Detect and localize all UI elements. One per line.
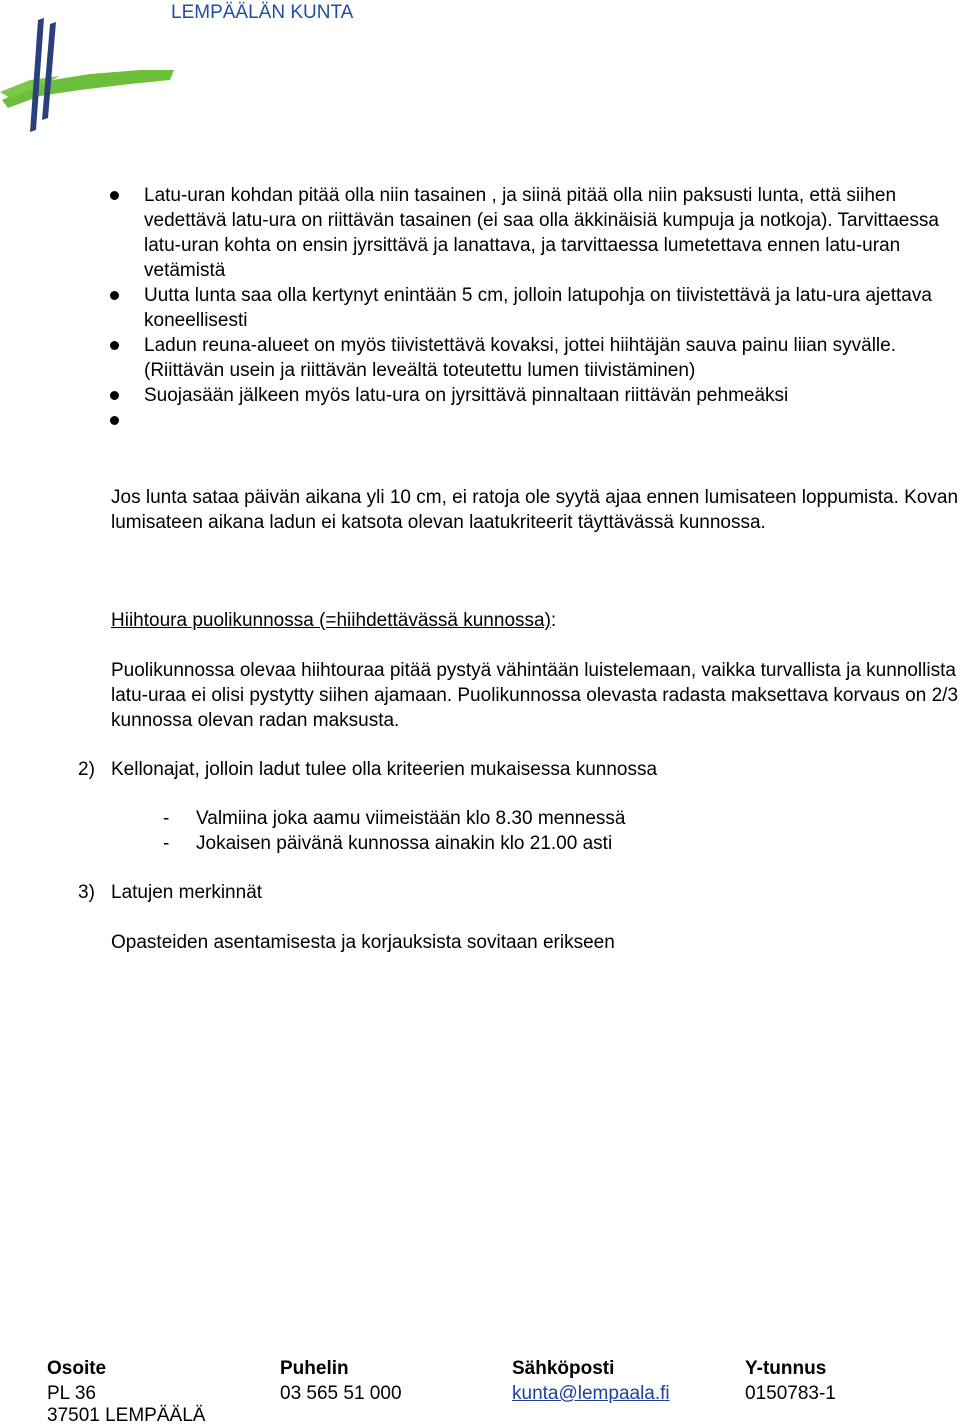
footer-email bbox=[512, 1356, 670, 1406]
footer-label: Y-tunnus bbox=[745, 1358, 827, 1379]
bullet-icon bbox=[110, 391, 119, 400]
bullet-icon bbox=[110, 341, 119, 350]
half-condition-text: Puolikunnossa olevaa hiihtouraa pitää pystyä vähintään luistelemaan, vaikka turvallista ja kunnollista latu-uraa ei olisi pystytty siihen ajamaan. Puolikunnossa olevasta radasta maksettava korvaus on 2/3 kunnossa olevan radan maksusta. bbox=[111, 660, 959, 731]
footer-label: Puhelin bbox=[280, 1358, 349, 1379]
section-3-heading: 3) Latujen merkinnät bbox=[78, 882, 263, 903]
footer-label: Osoite bbox=[47, 1358, 107, 1379]
list-item: Ladun reuna-alueet on myös tiivistettävä kovaksi, jottei hiihtäjän sauva painu liian syvälle. (Riittävän usein ja riittävän leveältä toteutettu lumen tiivistäminen) bbox=[110, 333, 960, 383]
footer-label: Sähköposti bbox=[512, 1358, 615, 1379]
list-item: - Jokaisen päivänä kunnossa ainakin klo 21.00 asti bbox=[163, 833, 613, 854]
bullet-icon bbox=[110, 191, 119, 200]
section-2-heading: 2) Kellonajat, jolloin ladut tulee olla kriteerien mukaisessa kunnossa bbox=[78, 759, 658, 780]
list-item: - Valmiina joka aamu viimeistään klo 8.30 mennessä bbox=[163, 808, 626, 829]
email-link[interactable]: kunta@lempaala.fi bbox=[512, 1383, 670, 1404]
section-3-text: Opasteiden asentamisesta ja korjauksista sovitaan erikseen bbox=[111, 932, 615, 953]
bullet-icon bbox=[110, 416, 119, 425]
snowfall-note: Jos lunta sataa päivän aikana yli 10 cm, ei ratoja ole syytä ajaa ennen lumisateen loppumista. Kovan lumisateen aikana ladun ei katsota olevan laatukriteerit täyttävässä kunnossa. bbox=[111, 487, 959, 533]
municipality-logo bbox=[0, 0, 180, 140]
bullet-icon bbox=[110, 291, 119, 300]
list-item: Suojasään jälkeen myös latu-ura on jyrsittävä pinnaltaan riittävän pehmeäksi bbox=[110, 383, 960, 408]
footer-phone: Puhelin 03 565 51 000 bbox=[280, 1358, 402, 1404]
footer-business-id: Y-tunnus 0150783-1 bbox=[745, 1358, 836, 1404]
half-condition-heading: Hiihtoura puolikunnossa (=hiihdettävässä kunnossa): bbox=[111, 610, 557, 631]
footer-address: Osoite PL 36 37501 LEMPÄÄLÄ bbox=[47, 1358, 206, 1426]
organization-name: LEMPÄÄLÄN KUNTA bbox=[171, 2, 354, 23]
list-item bbox=[110, 408, 960, 433]
list-item: Uutta lunta saa olla kertynyt enintään 5 cm, jolloin latupohja on tiivistettävä ja latu-ura ajettava koneellisesti bbox=[110, 283, 960, 333]
list-item: Latu-uran kohdan pitää olla niin tasainen , ja siinä pitää olla niin paksusti lunta, että siihen vedettävä latu-ura on riittävän tasainen (ei saa olla äkkinäisiä kumpuja ja notkoja). Tarvittaessa latu-uran kohta on ensin jyrsittävä ja lanattava, ja tarvittaessa lumetettava ennen latu-uran vetämistä bbox=[110, 183, 960, 283]
criteria-list bbox=[110, 183, 960, 433]
